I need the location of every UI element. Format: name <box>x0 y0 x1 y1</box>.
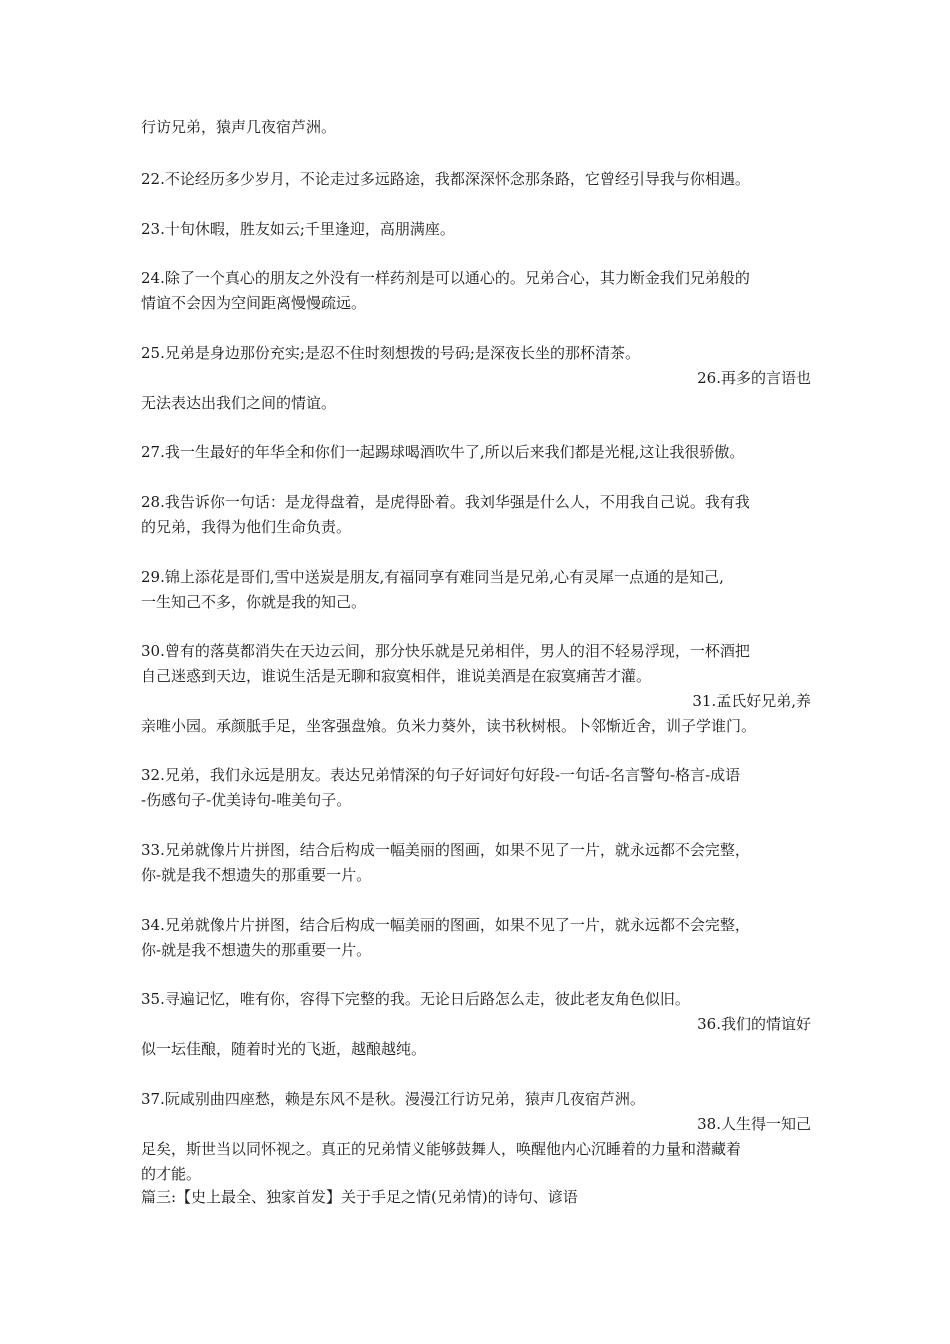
text-line: 23.十旬休暇，胜友如云;千里逢迎，高朋满座。 <box>141 220 455 238</box>
text-line: 似一坛佳酿，随着时光的飞逝，越酿越纯。 <box>141 1040 427 1058</box>
text-line: 情谊不会因为空间距离慢慢疏远。 <box>141 294 367 312</box>
text-line: 31.孟氏好兄弟,养 <box>692 692 811 710</box>
text-line: 27.我一生最好的年华全和你们一起踢球喝酒吹牛了,所以后来我们都是光棍,这让我很骄傲。 <box>141 443 745 461</box>
text-line: 33.兄弟就像片片拼图，结合后构成一幅美丽的图画，如果不见了一片，就永远都不会完整， <box>141 841 750 859</box>
text-line: 足矣，斯世当以同怀视之。真正的兄弟情义能够鼓舞人，唤醒他内心沉睡着的力量和潜藏着 <box>141 1140 742 1158</box>
text-line: 24.除了一个真心的朋友之外没有一样药剂是可以通心的。兄弟合心，其力断金我们兄弟般的 <box>141 269 750 287</box>
text-line: 自己迷惑到天边，谁说生活是无聊和寂寞相伴，谁说美酒是在寂寞痛苦才灌。 <box>141 667 652 685</box>
text-line: 35.寻遍记忆，唯有你，容得下完整的我。无论日后路怎么走，彼此老友角色似旧。 <box>141 990 690 1008</box>
text-line: 一生知己不多，你就是我的知己。 <box>141 593 367 611</box>
section-heading: 篇三:【史上最全、独家首发】关于手足之情(兄弟情)的诗句、谚语 <box>141 1188 578 1206</box>
text-line: 你-就是我不想遗失的那重要一片。 <box>141 941 372 959</box>
text-line: 38.人生得一知己 <box>697 1115 811 1133</box>
text-line: -伤感句子-优美诗句-唯美句子。 <box>141 791 352 809</box>
text-line: 28.我告诉你一句话：是龙得盘着，是虎得卧着。我刘华强是什么人，不用我自己说。我有我 <box>141 493 750 511</box>
text-line: 26.再多的言语也 <box>697 369 811 387</box>
text-line: 亲唯小园。承颜胝手足，坐客强盘飧。负米力葵外，读书秋树根。卜邻惭近舍，训子学谁门。 <box>141 717 757 735</box>
text-line: 的才能。 <box>141 1165 202 1183</box>
text-line: 无法表达出我们之间的情谊。 <box>141 394 337 412</box>
text-line: 你-就是我不想遗失的那重要一片。 <box>141 866 372 884</box>
text-line: 22.不论经历多少岁月，不论走过多远路途，我都深深怀念那条路，它曾经引导我与你相遇。 <box>141 170 750 188</box>
text-line: 30.曾有的落莫都消失在天边云间，那分快乐就是兄弟相伴，男人的泪不轻易浮现，一杯酒把 <box>141 642 750 660</box>
text-line: 34.兄弟就像片片拼图，结合后构成一幅美丽的图画，如果不见了一片，就永远都不会完整， <box>141 916 750 934</box>
text-line: 25.兄弟是身边那份充实;是忍不住时刻想拨的号码;是深夜长坐的那杯清茶。 <box>141 344 640 362</box>
text-line: 37.阮咸别曲四座愁，赖是东风不是秋。漫漫江行访兄弟，猿声几夜宿芦洲。 <box>141 1090 645 1108</box>
text-line: 36.我们的情谊好 <box>697 1015 811 1033</box>
text-line: 行访兄弟，猿声几夜宿芦洲。 <box>141 118 337 136</box>
text-line: 32.兄弟，我们永远是朋友。表达兄弟情深的句子好词好句好段-一句话-名言警句-格言-成语 <box>141 766 741 784</box>
text-line: 29.锦上添花是哥们,雪中送炭是朋友,有福同享有难同当是兄弟,心有灵犀一点通的是知己, <box>141 568 724 586</box>
text-line: 的兄弟，我得为他们生命负责。 <box>141 518 352 536</box>
